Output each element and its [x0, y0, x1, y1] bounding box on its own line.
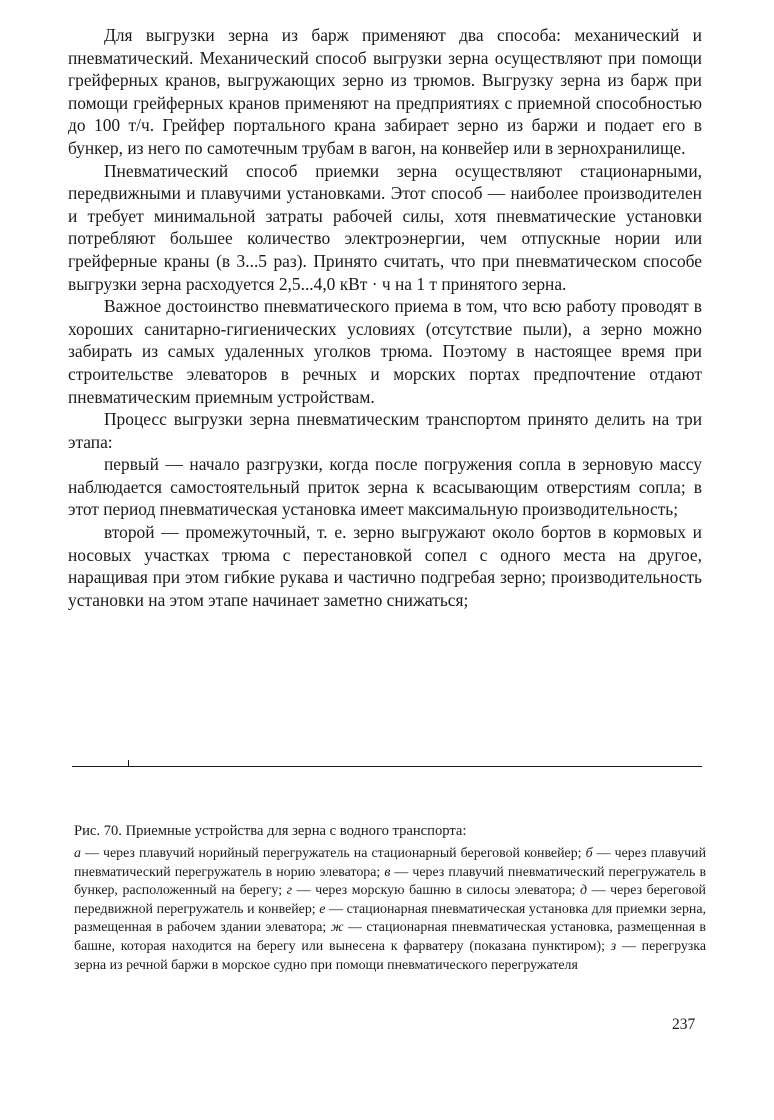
caption-item-g: — через морскую башню в силосы элеватора; [292, 883, 580, 899]
caption-letter-g: г [286, 883, 293, 899]
caption-item-a: — через плавучий норийный перегружатель на стационарный береговой конвейер; [80, 846, 586, 861]
paragraph-pneumatic-advantage: Важное достоинство пневматического приема в том, что всю работу проводят в хороших санитарно-гигиенических условиях (отсутствие пыли), а зерно можно забирать из самых удаленных уголков трюма. Поэтому в настоящее время при строительстве элеваторов в речных и морских портах предпочтение отдают пневматическим приемным устройствам. [68, 296, 702, 407]
caption-item-v: — через плавучий пневматический перегружатель в бункер, расположенный на берегу; [74, 864, 707, 899]
caption-letter-v: в [384, 864, 391, 880]
caption-legend [74, 845, 706, 975]
caption-letter-a: а [74, 846, 81, 861]
paragraph-unloading-methods: Для выгрузки зерна из барж применяют два способа: механический и пневматический. Механический способ выгрузки зерна осуществляют при помощи грейферных кранов, выгружающих зерно из трюмов. Выгрузку зерна из барж при помощи грейферных кранов применяют на предприятиях с приемной способностью до 100 т/ч. Грейфер портального крана забирает зерно из баржи и подает его в бункер, из него по самотечным трубам в вагон, на конвейер или в зернохранилище. [68, 25, 702, 158]
caption-letter-b: б [585, 846, 593, 861]
body-text [68, 24, 702, 611]
caption-item-zh: — стационарная пневматическая установка, размещенная в башне, которая находится на берегу или вынесена к фарватеру (показана пунктиром); [74, 920, 706, 954]
paragraph-three-stages: Процесс выгрузки зерна пневматическим транспортом принято делить на три этапа: [68, 409, 702, 452]
caption-letter-zh: ж [330, 920, 344, 936]
figure-caption [74, 822, 706, 975]
caption-letter-d: д [579, 883, 588, 899]
page-number: 237 [672, 1016, 696, 1033]
paragraph-stage-two: второй — промежуточный, т. е. зерно выгружают около бортов в кормовых и носовых участках трюма с перестановкой сопел с одного места на другое, наращивая при этом гибкие рукава и частично подгребая зерно; производительность установки на этом этапе начинает заметно снижаться; [68, 522, 702, 610]
caption-item-d: — через береговой передвижной перегружатель и конвейер; [74, 883, 706, 917]
paragraph-stage-one: первый — начало разгрузки, когда после погружения сопла в зерновую массу наблюдается самостоятельный приток зерна к всасывающим отверстиям сопла; в этот период пневматическая установка имеет максимальную производительность; [68, 454, 702, 520]
caption-item-z: — перегрузка зерна из речной баржи в морское судно при помощи пневматического перегружателя [74, 938, 706, 973]
caption-item-e: — стационарная пневматическая установка для приемки зерна, размещенная в рабочем здании элеватора; [74, 901, 706, 936]
caption-letter-z: з [610, 938, 617, 954]
caption-title: Рис. 70. Приемные устройства для зерна с водного транспорта: [74, 823, 467, 839]
caption-letter-e: е [319, 901, 326, 917]
caption-item-b: — через плавучий пневматический перегружатель в норию элеватора; [74, 846, 707, 880]
paragraph-pneumatic-method: Пневматический способ приемки зерна осуществляют стационарными, передвижными и плавучими установками. Этот способ — наиболее производителен и требует минимальной затраты рабочей силы, хотя пневматические установки потребляют большее количество электроэнергии, чем отпускные нории или грейферные краны (в 3...5 раз). Принято считать, что при пневматическом способе выгрузки зерна расходуется 2,5...4,0 кВт · ч на 1 т принятого зерна. [68, 160, 702, 294]
figure-rule-tick [128, 760, 129, 767]
figure-top-rule [72, 766, 702, 767]
